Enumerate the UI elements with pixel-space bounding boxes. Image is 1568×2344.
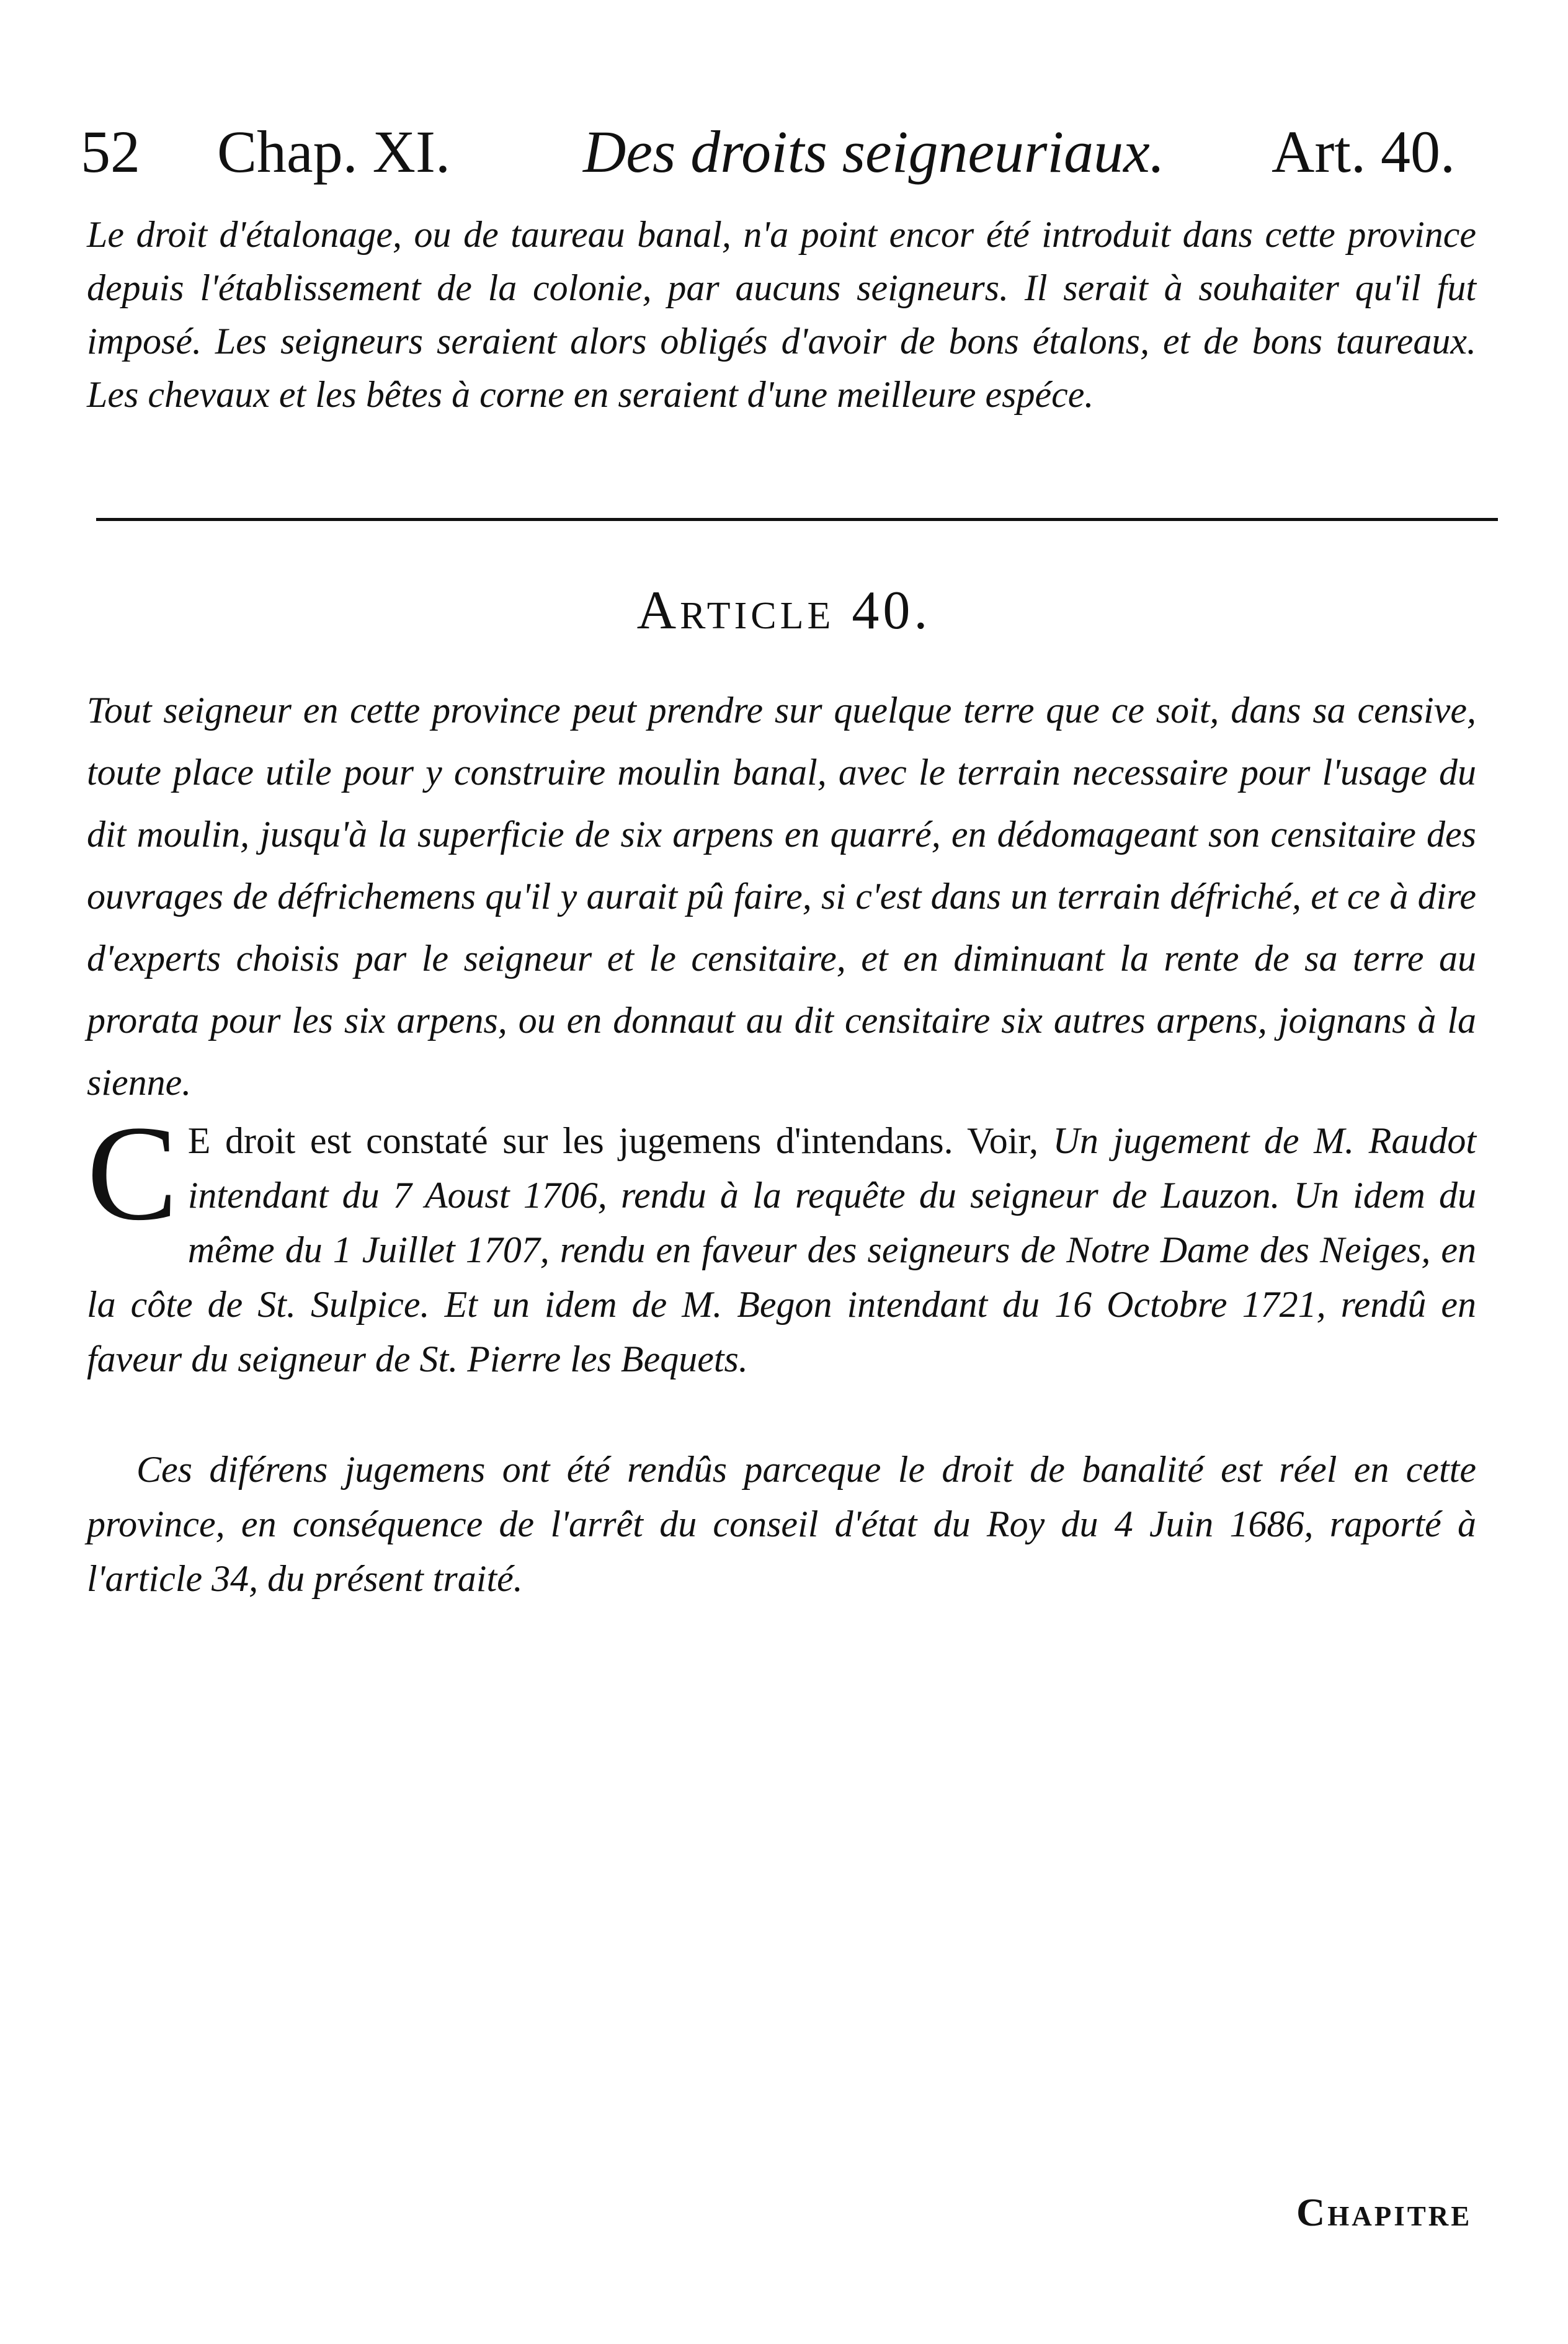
drop-cap: C	[87, 1097, 178, 1249]
catchword: Chapitre	[1296, 2190, 1472, 2234]
section-divider	[96, 518, 1498, 521]
running-title: Des droits seigneuriaux.	[583, 118, 1165, 185]
article-heading: Article 40.	[636, 581, 932, 641]
chapter-label: Chap. XI.	[217, 118, 450, 185]
note-paragraph: Le droit d'étalonage, ou de taureau banal, n'a point encor été introduit dans cette province depuis l'établissement de la colonie, par aucuns seigneurs. Il serait à souhaiter qu'il fut imposé. Les seigneurs seraient alors obligés d'avoir de bons étalons, et de bons taureaux. Les chevaux et les bêtes à corne en seraient d'une meilleure espéce.	[87, 214, 1476, 415]
commentary-italic-text: Un jugement de M. Raudot intendant du 7 Aoust 1706, rendu à la requête du seigneur de Lauzon. Un idem du même du 1 Juillet 1707, rendu en faveur des seigneurs de Notre Dame des Neiges, en la côte de St. Sulpice. Et un idem de M. Begon intendant du 16 Octobre 1721, rendû en faveur du seigneur de St. Pierre les Bequets.	[87, 1120, 1476, 1379]
article-label: Art. 40.	[1272, 118, 1455, 185]
commentary-paragraph-2: Ces diférens jugemens ont été rendûs parceque le droit de banalité est réel en cette province, en conséquence de l'arrêt du conseil d'état du Roy du 4 Juin 1686, raporté à l'article 34, du présent traité.	[87, 1449, 1476, 1599]
article-text: Tout seigneur en cette province peut prendre sur quelque terre que ce soit, dans sa censive, toute place utile pour y construire moulin banal, avec le terrain necessaire pour l'usage du dit moulin, jusqu'à la superficie de six arpens en quarré, en dédomageant son censitaire des ouvrages de défrichemens qu'il y aurait pû faire, si c'est dans un terrain défriché, et ce à dire d'experts choisis par le seigneur et le censitaire, et en diminuant la rente de sa terre au prorata pour les six arpens, ou en donnaut au dit censitaire six autres arpens, joignans à la sienne.	[87, 690, 1476, 1103]
running-head	[81, 105, 1507, 198]
commentary-roman-text: E droit est constaté sur les jugemens d'intendans. Voir,	[187, 1120, 1053, 1161]
page-number: 52	[81, 118, 140, 185]
commentary-paragraph	[87, 1097, 1476, 1386]
